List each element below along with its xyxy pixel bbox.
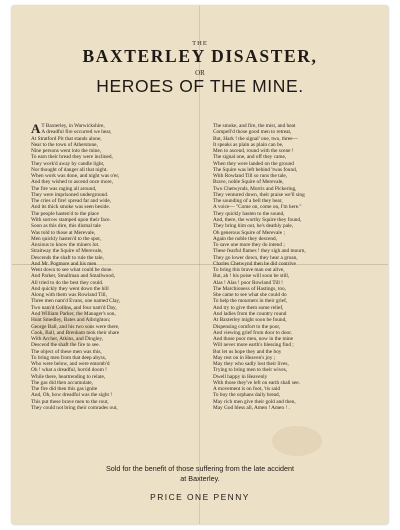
poem-line-text: They work'd away by candle light, <box>31 160 105 167</box>
poem-line-text: Nor thought of danger all that night. <box>31 166 108 173</box>
poem-line-text: A voice— "Come on, come on, I'm here." <box>213 204 302 211</box>
poem-line-text: But let us hope they and the boy <box>213 348 282 355</box>
poem-line-text: At Baxterley might soon be found, <box>213 317 287 324</box>
poem-line-text: Men quickly hasten'd to the spot, <box>31 235 102 242</box>
heading-or: OR <box>195 69 205 77</box>
poem-column-left <box>31 123 197 411</box>
broadside-title: BAXTERLEY DISASTER, <box>82 46 318 66</box>
poem-line-text: Brave, noble Squire of Merevale, <box>213 179 284 186</box>
poem-line-text: To bring this brave man out alive, <box>213 267 285 274</box>
poem-line-text: Again the noble they descend, <box>213 235 277 242</box>
poem-line-text: May God bless all, Amen ! Amen ! . <box>213 404 290 411</box>
poem-line-text: At Stratford Pit that stands alone, <box>31 135 102 142</box>
poem-line-text: And try to give them some relief, <box>213 304 284 311</box>
price-label: PRICE ONE PENNY <box>150 492 250 502</box>
poem-line-text: Three men nam'd Evans, one named Clay, <box>31 298 121 305</box>
poem-line-text: Charles Chetwynd then he did contrive <box>213 260 296 267</box>
poem-line-text: When they were landed on the ground <box>213 160 294 167</box>
poem-line-text: And viewing grief from door to door. <box>213 329 292 336</box>
poem-line-text: With Archer, Atkins, and Dingley, <box>31 336 104 343</box>
poem-line <box>31 405 197 411</box>
poem-line-text: And, Oh, how dreadful was the sight ! <box>31 392 113 399</box>
sale-notice-line: Sold for the benefit of those suffering from the late accident <box>105 464 295 473</box>
poem-line-text: They quickly hasten to the sound, <box>213 210 285 217</box>
poem-line-text: To earn their bread they were inclined, <box>31 154 113 161</box>
poem-line-text: May rest on in Heaven's joy ; <box>213 354 276 361</box>
poem-line-text: And they wished to ascend once more, <box>31 179 113 186</box>
poem-line-text: They go lower down, they hear a groan, <box>213 254 298 261</box>
poem-line-text: Who were below, and were entomb'd <box>31 361 110 368</box>
poem-line-text: Trying to bring men to their wives, <box>213 367 288 374</box>
poem-line-text: Men to ascend, round with the scene ! <box>213 148 294 155</box>
poem-line-text: And, there, the worthy Squire they found, <box>213 216 302 223</box>
poem-line-text: Alas ! Alas ! poor Rowland Till ! <box>213 279 283 286</box>
poem-column-right <box>213 123 379 411</box>
poem-line-text: The sounding of a bell they hear, <box>213 198 283 205</box>
poem-line-text: Nine persons went into the mine, <box>31 148 102 155</box>
poem-line-text: To bring men from that deep abyss, <box>31 354 107 361</box>
poem-line-text: The gas did then accumulate, <box>31 379 93 386</box>
drop-cap: A <box>31 121 41 136</box>
paper-stain <box>272 426 322 456</box>
poem-line-text: Soon as this dire, this dismal tale <box>31 223 101 230</box>
poem-line-text: May they who sadly lost their lives, <box>213 361 289 368</box>
poem-line-text: She came to see what she could do <box>213 292 287 299</box>
poem-line-text: The object of these men was this, <box>31 348 102 355</box>
poem-line-text: It speaks as plain as plain can be, <box>213 141 284 148</box>
poem-line-text: Near to the town of Atherstone, <box>31 141 98 148</box>
poem-line-text: A movement is on foot, 'tis said <box>213 386 281 393</box>
poem-line-text: A dreadful fire occurred we hear, <box>41 129 112 136</box>
poem-line-text: Compell'd those good men to retreat, <box>213 129 292 136</box>
poem-line-text: Two Chetwynds, Morris and Pickering, <box>213 185 297 192</box>
poem-line-text: The smoke, and fire, the mist, and heat <box>213 123 296 129</box>
poem-line-text: To help the mourners in their grief, <box>213 298 288 305</box>
poem-line-text: T Baxterley, in Warwickshire, <box>41 123 105 129</box>
poem-line-text: The people hasten'd to the place <box>31 210 99 217</box>
poem-line-text: Dispensing comfort to the poor, <box>213 323 281 330</box>
broadside-sheet <box>12 6 388 524</box>
poem-line-text: Anxious to know the miners lot. <box>31 242 100 249</box>
poem-line-text: Straitway the Squire of Merevale, <box>31 248 103 255</box>
poem-line-text: To save one more they do intend ; <box>213 242 285 249</box>
poem-line-text: May rich men give their gold and then, <box>213 398 296 405</box>
poem-line-text: Was told to those at Merevale, <box>31 229 96 236</box>
poem-line-text: With those they've left on earth shall see. <box>213 379 300 386</box>
poem-line-text: While there, heartrending to relate, <box>31 373 106 380</box>
poem-line-text: To buy the orphans daily bread, <box>213 392 280 399</box>
poem-line-text: The cries of fire! spread far and wide, <box>31 198 112 205</box>
poem-line-text: But, Hark ! the signal' one, two, three— <box>213 135 298 142</box>
poem-line-text: The Squire was left behind 'twas found, <box>213 166 298 173</box>
poem-line-text: With Rowland Till so runs the tale, <box>213 173 288 180</box>
poem-line-text: And those poor men, now in the mine <box>213 336 294 343</box>
poem-line-text: They could not bring their comrades out, <box>31 404 118 411</box>
poem-line-text: Descends the shaft to rule the tale, <box>31 254 104 261</box>
heading-the: THE <box>192 40 208 47</box>
poem-line-text: Will never more earth's blessing find ; <box>213 342 294 349</box>
poem-line <box>213 405 379 411</box>
poem-line-text: The Marchioness of Hastings, too, <box>213 285 286 292</box>
poem-line-text: Two nam'd Collins, and four nam'd Day, <box>31 304 117 311</box>
sale-notice <box>12 464 388 483</box>
poem-line-text: And its thick smoke was seen beside. <box>31 204 110 211</box>
poem-line-text: And quickly they went down the hill <box>31 285 109 292</box>
poem-line-text: They were imprisoned underground. <box>31 191 109 198</box>
poem-line-text: The signal one, and off they came, <box>213 154 287 161</box>
poem-line-text: And ladies from the country round <box>213 310 287 317</box>
poem-line-text: With sorrow stamped upon their face. <box>31 216 111 223</box>
poem-line-text: Descend the shaft the fire to see. <box>31 342 100 349</box>
sale-notice-line: at Baxterley. <box>180 473 220 483</box>
poem-line-text: When work was done, and night was o'er, <box>31 173 120 180</box>
poem-line-text: Dwell happy in Heavenly <box>213 373 268 380</box>
poem-line-text: Hunt Smedley, Bates and Albrighton; <box>31 317 111 324</box>
poem-line-text: The fire was raging all around, <box>31 185 97 192</box>
poem-line-text: And Parker, Smallman and Smallwood, <box>31 273 115 280</box>
poem-line-text: And William Parker, the Manager's son, <box>31 310 116 317</box>
poem-line-text: But, ah ! his poise will soon be still, <box>213 273 290 280</box>
poem-line-text: Along with them was Rowland Till, <box>31 292 107 299</box>
poem-line-text: The fire did then this gas ignite <box>31 386 98 393</box>
poem-line-text: They bring him out, he's deathly pale, <box>213 223 294 230</box>
poem-line-text: Went down to see what could be done. <box>31 267 113 274</box>
poem-line-text: George Ball, and his two sons were there, <box>31 323 120 330</box>
poem-line-text: All tried to do the best they could. <box>31 279 104 286</box>
poem-line-text: And Mr. Pogmore and his men <box>31 260 97 267</box>
poem-line-text: Oh generous Squire of Merevale ; <box>213 229 285 236</box>
poem-line-text: This put these brave men to the rout, <box>31 398 109 405</box>
broadside-subtitle: HEROES OF THE MINE. <box>96 76 304 96</box>
poem-line-text: These fearful flames ! they sigh and mourn, <box>213 248 306 255</box>
poem-line-text: Oh ! what a dreadful, horrid doom ! <box>31 367 107 374</box>
poem-line-text: Cook, Ball, and Brenham took their share <box>31 329 120 336</box>
poem-line-text: They ventured down, their praise we'll sing <box>213 191 305 198</box>
